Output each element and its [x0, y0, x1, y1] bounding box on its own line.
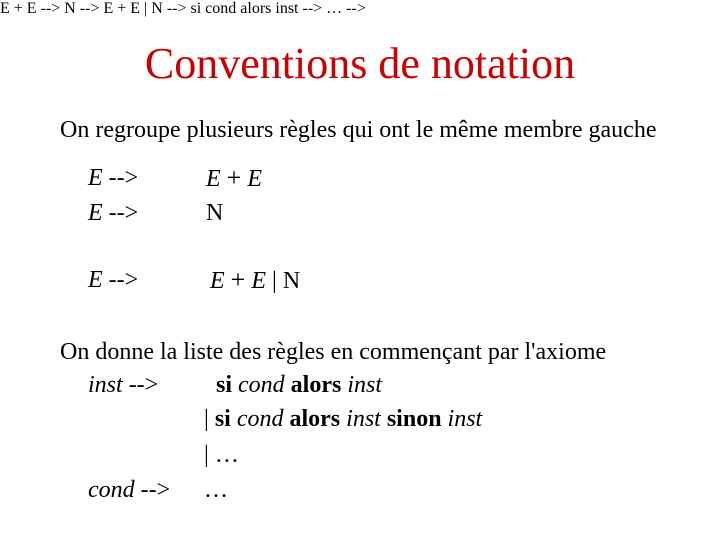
inst-arrow: -->	[128, 372, 159, 398]
intro-text-2: On donne la liste des règles en commençant par l'axiome	[60, 339, 607, 365]
inst-lhs-symbol: inst	[88, 372, 123, 398]
combined-rule-lhs	[88, 266, 138, 294]
combined-plus: +	[230, 265, 246, 294]
rule-2-lhs-symbol: E	[88, 200, 103, 226]
alt-3-dots: …	[214, 442, 239, 468]
intro-text-1: On regroupe plusieurs règles qui ont le même membre gauche	[60, 117, 657, 143]
slide-title: Conventions de notation	[144, 39, 576, 88]
inst-alt-1	[216, 371, 382, 399]
combined-arrow: -->	[108, 267, 139, 293]
rule-2-arrow: -->	[108, 200, 139, 226]
alt-3-bar: |	[204, 442, 209, 468]
inst-alt-3	[204, 441, 239, 469]
rule-2-rhs: N	[206, 200, 224, 226]
combined-rule-rhs	[210, 266, 300, 295]
rule-1-rhs-e1: E	[206, 166, 221, 192]
kw-si: si	[214, 406, 231, 432]
nt-inst: inst	[347, 372, 383, 398]
kw-alors: alors	[290, 372, 342, 398]
nt-inst: inst	[346, 406, 381, 432]
combined-lhs-symbol: E	[88, 267, 103, 293]
kw-si: si	[216, 372, 233, 398]
combined-rhs-n: N	[282, 268, 301, 294]
cond-rule-lhs	[88, 476, 170, 504]
rule-1-rhs-e2: E	[247, 166, 263, 192]
combined-rhs-e1: E	[210, 268, 225, 294]
rule-2-lhs	[88, 199, 138, 227]
nt-inst: inst	[447, 406, 483, 432]
cond-lhs-symbol: cond	[88, 477, 135, 503]
alt-2-bar: |	[204, 406, 209, 432]
nt-cond: cond	[238, 372, 285, 398]
cond-arrow: -->	[140, 477, 171, 503]
combined-bar: |	[272, 268, 277, 294]
slide: Conventions de notation On regroupe plusieurs règles qui ont le même membre gauche E + E --> E --> E + E N --> E --> N E + E | N --> E --> E + E | N On donne la liste des règles en commençant par l'axiome si cond alors inst --> inst --> si cond alors inst | si cond alors inst sinon inst | … … --> cond --> …	[0, 0, 720, 540]
rule-1-lhs-symbol: E	[88, 165, 103, 191]
kw-sinon: sinon	[386, 406, 442, 432]
inst-rule-lhs	[88, 371, 158, 399]
rule-1-lhs	[88, 164, 138, 192]
rule-1-arrow: -->	[108, 165, 139, 191]
combined-rhs-e2: E	[251, 268, 267, 294]
rule-1-plus: +	[226, 163, 242, 192]
nt-cond: cond	[236, 406, 284, 432]
kw-alors: alors	[289, 406, 341, 432]
cond-rule-rhs: …	[204, 477, 228, 503]
inst-alt-2	[204, 405, 482, 433]
rule-1-rhs	[206, 164, 262, 193]
